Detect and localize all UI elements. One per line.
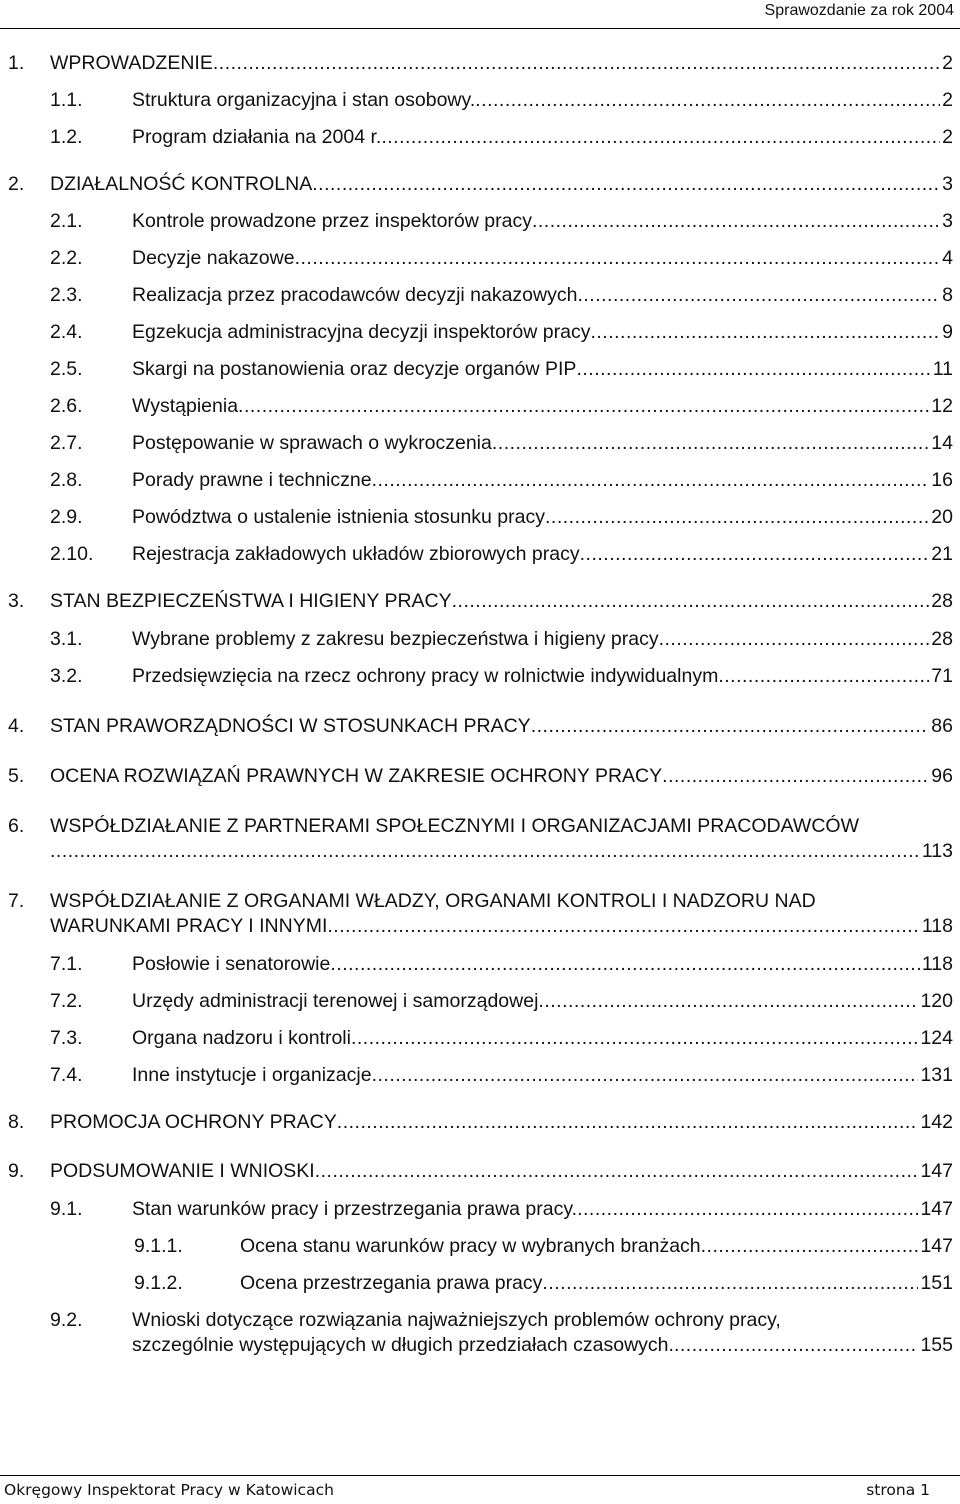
toc-entry-title: OCENA ROZWIĄZAŃ PRAWNYCH W ZAKRESIE OCHRONY PRACY	[50, 765, 663, 787]
toc-page-number: 147	[920, 1235, 953, 1257]
toc-page-number: 96	[931, 765, 953, 787]
toc-entry-title: Program działania na 2004 r.	[132, 126, 382, 148]
toc-page-number: 131	[920, 1064, 953, 1086]
toc-entry-title: Organa nadzoru i kontroli	[132, 1027, 351, 1049]
toc-entry-title: Inne instytucje i organizacje	[132, 1064, 372, 1086]
toc-entry-number: 2.7.	[50, 432, 83, 454]
toc-entry[interactable]	[0, 1309, 960, 1356]
toc-entry-number: 9.1.1.	[134, 1235, 183, 1257]
toc-entry-number: 7.3.	[50, 1027, 83, 1049]
toc-entry-title: Wystąpienia	[132, 395, 239, 417]
toc-page-number: 2	[942, 52, 953, 74]
toc-entry[interactable]	[0, 890, 960, 937]
toc-dot-leader	[327, 915, 920, 938]
toc-page-number: 8	[942, 284, 953, 306]
toc-entry-title: PODSUMOWANIE I WNIOSKI	[50, 1160, 315, 1182]
toc-entry-number: 2.8.	[50, 469, 83, 491]
toc-entry-number: 2.5.	[50, 358, 83, 380]
toc-dot-leader	[531, 715, 930, 738]
toc-entry-number: 9.1.	[50, 1198, 83, 1220]
toc-entry-number: 2.4.	[50, 321, 83, 343]
toc-entry-title: Struktura organizacyjna i stan osobowy.	[132, 89, 476, 111]
toc-entry-title: Skargi na postanowienia oraz decyzje organów PIP	[132, 358, 577, 380]
toc-entry-title: DZIAŁALNOŚĆ KONTROLNA	[50, 173, 313, 195]
toc-entry-title: Postępowanie w sprawach o wykroczenia	[132, 432, 492, 454]
toc-entry-title-line1: Wnioski dotyczące rozwiązania najważniejszych problemów ochrony pracy,	[132, 1309, 781, 1331]
toc-page-number: 14	[931, 432, 953, 454]
toc-entry-number: 3.	[8, 590, 25, 612]
toc-entry-title: Wybrane problemy z zakresu bezpieczeństwa i higieny pracy	[132, 628, 659, 650]
toc-entry-title: WPROWADZENIE	[50, 52, 213, 74]
toc-entry-title: Porady prawne i techniczne	[132, 469, 372, 491]
toc-entry-number: 1.1.	[50, 89, 83, 111]
toc-entry[interactable]	[0, 765, 960, 795]
toc-dot-leader	[492, 432, 929, 455]
toc-entry[interactable]	[0, 1160, 960, 1190]
toc-entry[interactable]	[0, 506, 960, 536]
toc-page-number: 2	[942, 89, 953, 111]
toc-entry-title: Realizacja przez pracodawców decyzji nakazowych	[132, 284, 578, 306]
toc-entry[interactable]	[0, 1111, 960, 1141]
toc-entry-title: Decyzje nakazowe	[132, 247, 295, 269]
toc-entry-title: Urzędy administracji terenowej i samorządowej	[132, 990, 539, 1012]
toc-entry-title: Ocena przestrzegania prawa pracy	[240, 1272, 543, 1294]
toc-page-number: 142	[920, 1111, 953, 1133]
toc-dot-leader	[532, 210, 940, 233]
toc-dot-leader	[542, 1272, 918, 1295]
toc-entry[interactable]	[0, 358, 960, 388]
toc-entry-number: 2.3.	[50, 284, 83, 306]
toc-entry[interactable]	[0, 210, 960, 240]
toc-entry-number: 2.1.	[50, 210, 83, 232]
toc-entry-number: 1.	[8, 52, 25, 74]
toc-entry[interactable]	[0, 126, 960, 156]
toc-entry[interactable]	[0, 432, 960, 462]
toc-dot-leader	[351, 1027, 918, 1050]
toc-dot-leader	[659, 628, 930, 651]
toc-dot-leader	[674, 1334, 919, 1357]
toc-entry-number: 9.1.2.	[134, 1272, 183, 1294]
toc-page-number: 120	[920, 990, 953, 1012]
footer-organization: Okręgowy Inspektorat Pracy w Katowicach	[4, 1481, 334, 1499]
toc-dot-leader	[295, 247, 941, 270]
toc-entry-number: 2.9.	[50, 506, 83, 528]
toc-entry-number: 2.10.	[50, 543, 94, 565]
toc-entry-title: STAN BEZPIECZEŃSTWA I HIGIENY PRACY	[50, 590, 452, 612]
toc-entry[interactable]	[0, 52, 960, 82]
toc-page-number: 28	[931, 628, 953, 650]
toc-page-number: 151	[920, 1272, 953, 1294]
toc-entry[interactable]	[0, 395, 960, 425]
toc-entry[interactable]	[0, 89, 960, 119]
toc-entry[interactable]	[0, 590, 960, 620]
toc-entry-number: 7.4.	[50, 1064, 83, 1086]
toc-dot-leader	[372, 1064, 919, 1087]
toc-entry-number: 3.1.	[50, 628, 83, 650]
toc-dot-leader	[238, 395, 929, 418]
toc-dot-leader	[662, 765, 929, 788]
toc-dot-leader	[701, 1235, 919, 1258]
footer-page-number: strona 1	[866, 1481, 930, 1499]
toc-entry[interactable]	[0, 173, 960, 203]
toc-dot-leader	[337, 1111, 919, 1134]
toc-page-number: 155	[920, 1334, 953, 1356]
toc-page-number: 9	[942, 321, 953, 343]
toc-entry-title: WARUNKAMI PRACY I INNYMI	[50, 915, 328, 937]
toc-entry-title-line1: WSPÓŁDZIAŁANIE Z ORGANAMI WŁADZY, ORGANAMI KONTROLI I NADZORU NAD	[50, 890, 816, 912]
toc-page-number: 147	[920, 1198, 953, 1220]
toc-entry-title: szczególnie występujących w długich przedziałach czasowych.	[132, 1334, 674, 1356]
toc-dot-leader	[590, 321, 940, 344]
toc-entry-number: 7.1.	[50, 953, 83, 975]
toc-entry-number: 4.	[8, 715, 25, 737]
toc-entry[interactable]	[0, 628, 960, 658]
toc-entry-number: 2.2.	[50, 247, 83, 269]
toc-dot-leader	[475, 89, 940, 112]
toc-dot-leader	[452, 590, 930, 613]
toc-dot-leader	[213, 52, 940, 75]
toc-dot-leader	[545, 506, 929, 529]
toc-page-number: 86	[931, 715, 953, 737]
toc-page-number: 113	[921, 840, 953, 862]
toc-entry-number: 2.6.	[50, 395, 83, 417]
toc-dot-leader	[538, 990, 918, 1013]
toc-entry-number: 3.2.	[50, 665, 83, 687]
toc-entry[interactable]	[0, 321, 960, 351]
toc-page-number: 3	[942, 210, 953, 232]
toc-entry[interactable]	[0, 1064, 960, 1094]
toc-page-number: 124	[920, 1027, 953, 1049]
toc-page-number: 147	[920, 1160, 953, 1182]
toc-entry-number: 8.	[8, 1111, 25, 1133]
toc-entry[interactable]	[0, 1235, 960, 1265]
toc-entry[interactable]	[0, 1027, 960, 1057]
toc-entry-title: Przedsięwzięcia na rzecz ochrony pracy w rolnictwie indywidualnym	[132, 665, 719, 687]
toc-entry-title: Egzekucja administracyjna decyzji inspektorów pracy	[132, 321, 591, 343]
toc-entry-number: 2.	[8, 173, 25, 195]
toc-entry[interactable]	[0, 247, 960, 277]
toc-page-number: 118	[921, 915, 953, 937]
toc-entry[interactable]	[0, 543, 960, 573]
toc-page-number: 2	[942, 126, 953, 148]
toc-dot-leader	[718, 665, 929, 688]
toc-entry-number: 9.2.	[50, 1309, 83, 1331]
header-rule	[0, 28, 960, 29]
toc-entry[interactable]	[0, 1198, 960, 1228]
toc-dot-leader	[577, 1198, 918, 1221]
toc-entry-title: Stan warunków pracy i przestrzegania prawa pracy.	[132, 1198, 578, 1220]
toc-dot-leader	[312, 173, 940, 196]
toc-page-number: 20	[931, 506, 953, 528]
toc-page-number: 71	[931, 665, 953, 687]
toc-dot-leader	[330, 953, 920, 976]
toc-entry-title: STAN PRAWORZĄDNOŚCI W STOSUNKACH PRACY	[50, 715, 531, 737]
toc-entry-title-line1: WSPÓŁDZIAŁANIE Z PARTNERAMI SPOŁECZNYMI I ORGANIZACJAMI PRACODAWCÓW	[50, 815, 859, 837]
toc-entry-title: Rejestracja zakładowych układów zbiorowych pracy	[132, 543, 580, 565]
toc-entry[interactable]	[0, 284, 960, 314]
toc-entry-title: Posłowie i senatorowie	[132, 953, 331, 975]
toc-page-number: 16	[931, 469, 953, 491]
page-footer	[0, 1475, 960, 1504]
toc-entry-title: Ocena stanu warunków pracy w wybranych branżach	[240, 1235, 701, 1257]
toc-entry-number: 7.2.	[50, 990, 83, 1012]
toc-entry-number: 6.	[8, 815, 25, 837]
toc-dot-leader	[580, 543, 930, 566]
toc-entry-number: 9.	[8, 1160, 25, 1182]
running-header: Sprawozdanie za rok 2004	[764, 2, 954, 19]
toc-page-number: 118	[921, 953, 953, 975]
toc-dot-leader	[50, 840, 920, 863]
toc-entry-number: 7.	[8, 890, 25, 912]
toc-entry[interactable]	[0, 815, 960, 862]
toc-entry-number: 1.2.	[50, 126, 83, 148]
toc-page-number: 28	[931, 590, 953, 612]
toc-page-number: 21	[931, 543, 953, 565]
toc-dot-leader	[577, 284, 940, 307]
toc-dot-leader	[372, 469, 930, 492]
toc-dot-leader	[381, 126, 940, 149]
toc-entry-title: Kontrole prowadzone przez inspektorów pracy	[132, 210, 532, 232]
toc-page-number: 4	[942, 247, 953, 269]
toc-entry[interactable]	[0, 715, 960, 745]
toc-page-number: 11	[932, 358, 953, 380]
toc-page-number: 12	[931, 395, 953, 417]
toc-entry-title: Powództwa o ustalenie istnienia stosunku pracy	[132, 506, 545, 528]
toc-dot-leader	[315, 1160, 919, 1183]
toc-entry[interactable]	[0, 469, 960, 499]
toc-dot-leader	[576, 358, 930, 381]
toc-entry-number: 5.	[8, 765, 25, 787]
toc-entry[interactable]	[0, 1272, 960, 1302]
toc-entry[interactable]	[0, 665, 960, 695]
toc-entry[interactable]	[0, 953, 960, 983]
toc-page-number: 3	[942, 173, 953, 195]
toc-entry[interactable]	[0, 990, 960, 1020]
toc-entry-title: PROMOCJA OCHRONY PRACY	[50, 1111, 337, 1133]
